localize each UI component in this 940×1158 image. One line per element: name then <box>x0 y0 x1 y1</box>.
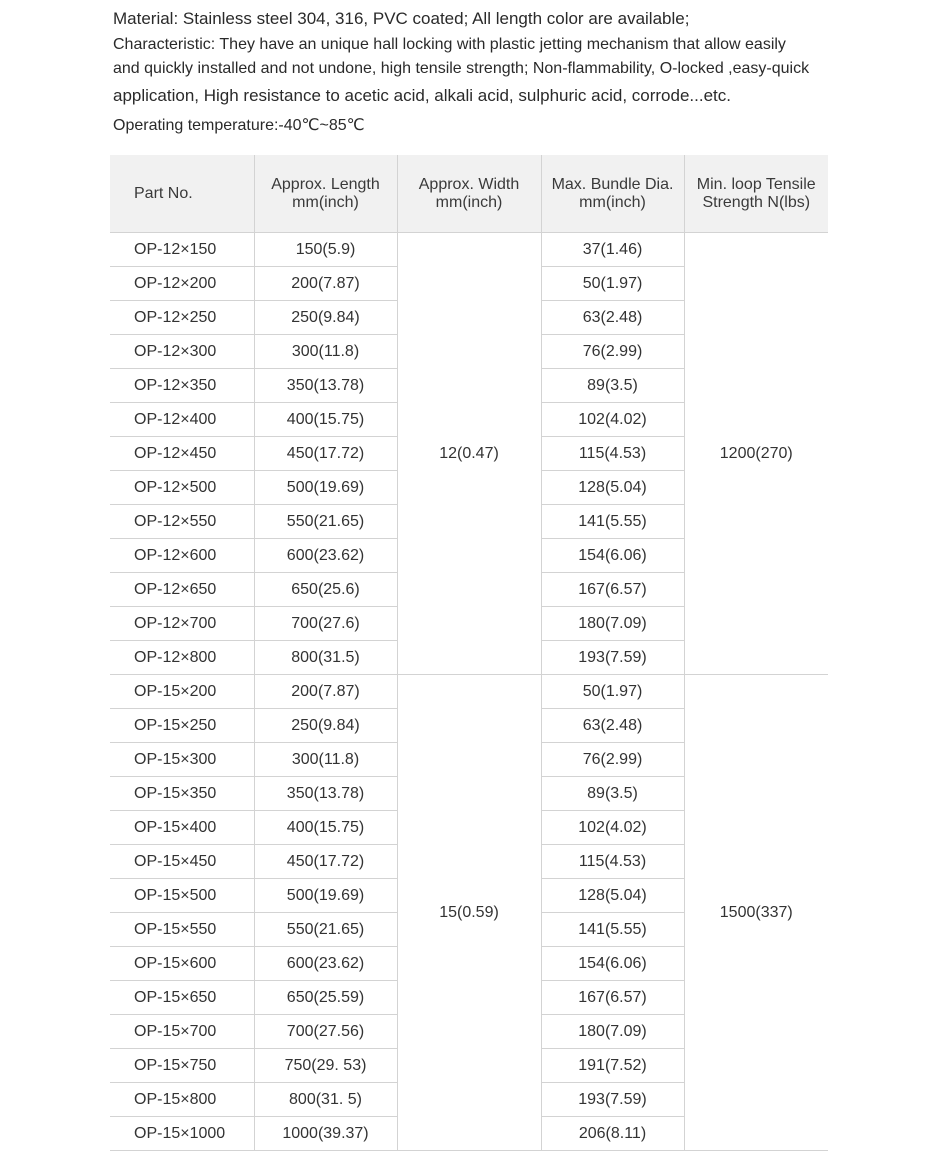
header-label: Approx. Length <box>271 175 380 193</box>
length-cell: 200(7.87) <box>254 267 397 301</box>
bundle-diameter-cell: 167(6.57) <box>541 981 684 1015</box>
length-cell: 700(27.56) <box>254 1015 397 1049</box>
header-label: Max. Bundle Dia. <box>551 175 674 193</box>
part-number-cell: OP-15×550 <box>110 913 254 947</box>
part-number-cell: OP-15×250 <box>110 709 254 743</box>
operating-temperature-text: Operating temperature:-40℃~85℃ <box>113 117 365 134</box>
part-number-cell: OP-15×650 <box>110 981 254 1015</box>
length-cell: 250(9.84) <box>254 709 397 743</box>
bundle-diameter-cell: 115(4.53) <box>541 437 684 471</box>
part-number-cell: OP-15×750 <box>110 1049 254 1083</box>
tensile-strength-cell: 1200(270) <box>684 233 828 675</box>
length-cell: 600(23.62) <box>254 947 397 981</box>
part-number-cell: OP-12×400 <box>110 403 254 437</box>
part-number-cell: OP-15×200 <box>110 675 254 709</box>
bundle-diameter-cell: 37(1.46) <box>541 233 684 267</box>
bundle-diameter-cell: 206(8.11) <box>541 1117 684 1151</box>
length-cell: 150(5.9) <box>254 233 397 267</box>
length-cell: 550(21.65) <box>254 913 397 947</box>
part-number-cell: OP-12×500 <box>110 471 254 505</box>
part-number-cell: OP-12×450 <box>110 437 254 471</box>
part-number-cell: OP-15×700 <box>110 1015 254 1049</box>
width-cell: 15(0.59) <box>397 675 541 1151</box>
bundle-diameter-cell: 154(6.06) <box>541 539 684 573</box>
bundle-diameter-cell: 89(3.5) <box>541 777 684 811</box>
width-cell: 12(0.47) <box>397 233 541 675</box>
length-cell: 500(19.69) <box>254 879 397 913</box>
header-label: Part No. <box>134 184 193 202</box>
header-label: Min. loop Tensile <box>696 175 816 193</box>
length-cell: 550(21.65) <box>254 505 397 539</box>
header-length <box>254 155 397 233</box>
bundle-diameter-cell: 180(7.09) <box>541 607 684 641</box>
material-text: Material: Stainless steel 304, 316, PVC coated; All length color are available; <box>113 9 690 28</box>
bundle-diameter-cell: 191(7.52) <box>541 1049 684 1083</box>
length-cell: 300(11.8) <box>254 743 397 777</box>
header-row <box>110 155 828 233</box>
length-cell: 350(13.78) <box>254 777 397 811</box>
table-row <box>110 233 828 267</box>
length-cell: 600(23.62) <box>254 539 397 573</box>
part-number-cell: OP-15×400 <box>110 811 254 845</box>
header-part-no <box>110 155 254 233</box>
bundle-diameter-cell: 167(6.57) <box>541 573 684 607</box>
tensile-strength-cell: 1500(337) <box>684 675 828 1151</box>
header-unit: Strength N(lbs) <box>702 193 811 211</box>
bundle-diameter-cell: 89(3.5) <box>541 369 684 403</box>
part-number-cell: OP-12×800 <box>110 641 254 675</box>
part-number-cell: OP-15×300 <box>110 743 254 777</box>
header-bundle-dia <box>541 155 684 233</box>
bundle-diameter-cell: 154(6.06) <box>541 947 684 981</box>
length-cell: 400(15.75) <box>254 811 397 845</box>
bundle-diameter-cell: 128(5.04) <box>541 471 684 505</box>
header-tensile-strength <box>684 155 828 233</box>
bundle-diameter-cell: 193(7.59) <box>541 1083 684 1117</box>
part-number-cell: OP-12×600 <box>110 539 254 573</box>
length-cell: 800(31. 5) <box>254 1083 397 1117</box>
length-cell: 400(15.75) <box>254 403 397 437</box>
length-cell: 450(17.72) <box>254 845 397 879</box>
length-cell: 700(27.6) <box>254 607 397 641</box>
bundle-diameter-cell: 76(2.99) <box>541 335 684 369</box>
part-number-cell: OP-15×500 <box>110 879 254 913</box>
length-cell: 350(13.78) <box>254 369 397 403</box>
header-unit: mm(inch) <box>292 193 359 211</box>
characteristic-text-line-3: application, High resistance to acetic acid, alkali acid, sulphuric acid, corrode...etc. <box>113 86 731 105</box>
part-number-cell: OP-12×200 <box>110 267 254 301</box>
length-cell: 800(31.5) <box>254 641 397 675</box>
bundle-diameter-cell: 128(5.04) <box>541 879 684 913</box>
length-cell: 750(29. 53) <box>254 1049 397 1083</box>
bundle-diameter-cell: 63(2.48) <box>541 301 684 335</box>
length-cell: 250(9.84) <box>254 301 397 335</box>
length-cell: 650(25.6) <box>254 573 397 607</box>
bundle-diameter-cell: 63(2.48) <box>541 709 684 743</box>
part-number-cell: OP-15×600 <box>110 947 254 981</box>
table-header <box>110 155 828 233</box>
bundle-diameter-cell: 50(1.97) <box>541 675 684 709</box>
table-row <box>110 675 828 709</box>
part-number-cell: OP-12×300 <box>110 335 254 369</box>
header-label: Approx. Width <box>418 175 520 193</box>
length-cell: 450(17.72) <box>254 437 397 471</box>
part-number-cell: OP-12×650 <box>110 573 254 607</box>
length-cell: 650(25.59) <box>254 981 397 1015</box>
bundle-diameter-cell: 76(2.99) <box>541 743 684 777</box>
part-number-cell: OP-12×700 <box>110 607 254 641</box>
table-body <box>110 233 828 1151</box>
part-number-cell: OP-12×550 <box>110 505 254 539</box>
specification-table <box>110 155 828 1151</box>
characteristic-text-line-2: and quickly installed and not undone, high tensile strength; Non-flammability, O-locked ,easy-quick <box>113 60 810 77</box>
bundle-diameter-cell: 50(1.97) <box>541 267 684 301</box>
length-cell: 500(19.69) <box>254 471 397 505</box>
part-number-cell: OP-12×350 <box>110 369 254 403</box>
length-cell: 1000(39.37) <box>254 1117 397 1151</box>
bundle-diameter-cell: 180(7.09) <box>541 1015 684 1049</box>
bundle-diameter-cell: 141(5.55) <box>541 505 684 539</box>
part-number-cell: OP-15×800 <box>110 1083 254 1117</box>
header-unit: mm(inch) <box>579 193 646 211</box>
bundle-diameter-cell: 115(4.53) <box>541 845 684 879</box>
part-number-cell: OP-12×150 <box>110 233 254 267</box>
part-number-cell: OP-15×350 <box>110 777 254 811</box>
bundle-diameter-cell: 193(7.59) <box>541 641 684 675</box>
bundle-diameter-cell: 141(5.55) <box>541 913 684 947</box>
part-number-cell: OP-15×450 <box>110 845 254 879</box>
length-cell: 200(7.87) <box>254 675 397 709</box>
characteristic-text-line-1: Characteristic: They have an unique hall locking with plastic jetting mechanism that allow easily <box>113 36 786 53</box>
part-number-cell: OP-12×250 <box>110 301 254 335</box>
bundle-diameter-cell: 102(4.02) <box>541 811 684 845</box>
header-width <box>397 155 541 233</box>
part-number-cell: OP-15×1000 <box>110 1117 254 1151</box>
bundle-diameter-cell: 102(4.02) <box>541 403 684 437</box>
header-unit: mm(inch) <box>435 193 503 211</box>
length-cell: 300(11.8) <box>254 335 397 369</box>
